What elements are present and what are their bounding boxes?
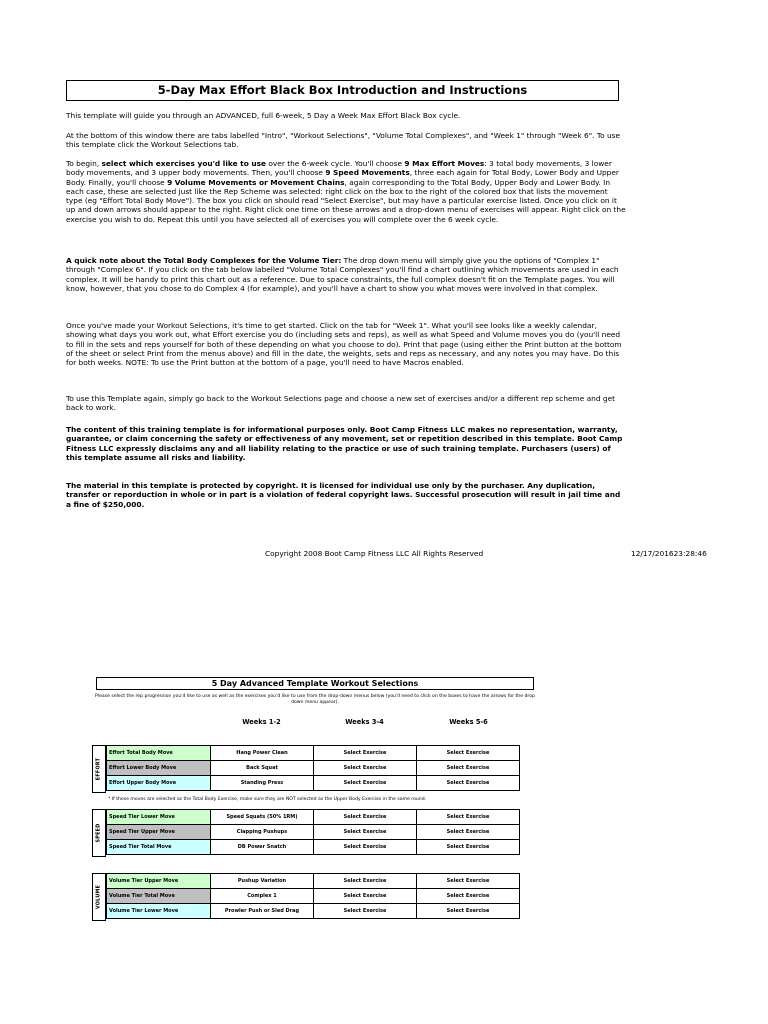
table-row <box>107 825 520 840</box>
exercise-select[interactable]: Select Exercise <box>314 810 417 825</box>
intro-paragraph-5: Once you've made your Workout Selections, it's time to get started. Click on the tab for "Week 1". What you'll see looks like a weekly calendar, showing what days you work out, what Effort exercise you do (including sets and reps), as well as what Speed and Volume moves you do (you'll need to fill in the sets and reps yourself for both of these depending on what you choose to do). Print that page (using either the Print button at the bottom of the sheet or select Print from the menus above) and fill in the date, the weights, sets and reps as necessary, and any notes you may have. Do this for both weeks. NOTE: To use the Print button at the bottom of a page, you'll need to have Macros enabled. <box>66 321 622 368</box>
table-row <box>107 904 520 919</box>
volume-table <box>106 873 520 919</box>
speed-table <box>106 809 520 855</box>
table-row <box>107 889 520 904</box>
row-label: Effort Upper Body Move <box>107 776 211 791</box>
table-row <box>107 810 520 825</box>
row-label: Speed Tier Lower Move <box>107 810 211 825</box>
exercise-select[interactable]: Pushup Variation <box>211 874 314 889</box>
exercise-select[interactable]: Select Exercise <box>314 776 417 791</box>
exercise-select[interactable]: Hang Power Clean <box>211 746 314 761</box>
intro-paragraph-6: To use this Template again, simply go back to the Workout Selections page and choose a new set of exercises and/or a different rep scheme and get back to work. <box>66 394 616 413</box>
exercise-select[interactable]: Select Exercise <box>417 840 520 855</box>
selections-title: 5 Day Advanced Template Workout Selections <box>96 677 534 690</box>
intro-paragraph-1: This template will guide you through an ADVANCED, full 6-week, 5 Day a Week Max Effort Black Box cycle. <box>66 111 461 120</box>
table-row <box>107 746 520 761</box>
exercise-select[interactable]: Select Exercise <box>314 904 417 919</box>
table-row <box>107 840 520 855</box>
volume-group <box>92 873 521 921</box>
column-header-weeks-5-6: Weeks 5-6 <box>449 718 488 726</box>
row-label: Effort Total Body Move <box>107 746 211 761</box>
exercise-select[interactable]: Select Exercise <box>417 810 520 825</box>
exercise-select[interactable]: Select Exercise <box>314 840 417 855</box>
exercise-select[interactable]: Select Exercise <box>314 825 417 840</box>
exercise-select[interactable]: Select Exercise <box>314 746 417 761</box>
effort-group <box>92 745 521 793</box>
speed-side-label: SPEED <box>92 809 106 857</box>
effort-table <box>106 745 520 791</box>
volume-side-label: VOLUME <box>92 873 106 921</box>
exercise-select[interactable]: Complex 1 <box>211 889 314 904</box>
exercise-select[interactable]: Clapping Pushups <box>211 825 314 840</box>
intro-title: 5-Day Max Effort Black Box Introduction and Instructions <box>66 80 619 101</box>
exercise-select[interactable]: Speed Squats (50% 1RM) <box>211 810 314 825</box>
exercise-select[interactable]: Standing Press <box>211 776 314 791</box>
table-row <box>107 776 520 791</box>
row-label: Effort Lower Body Move <box>107 761 211 776</box>
row-label: Volume Tier Lower Move <box>107 904 211 919</box>
speed-group <box>92 809 521 857</box>
selections-instructions: Please select the rep progression you'd like to use as well as the exercises you'd like to use from the drop-down menus below (you'll need to click on the boxes to have the arrows for the drop down menu appear). <box>95 694 535 705</box>
intro-paragraph-3: To begin, select which exercises you'd like to use over the 6-week cycle. You'll choose 9 Max Effort Moves: 3 total body movements, 3 lower body movements, and 3 upper body movements. Then, you'll choose 9 Speed Movements, three each again for Total Body, Lower Body and Upper Body. Finally, you'll choose 9 Volume Movements or Movement Chains, again corresponding to the Total Body, Upper Body and Lower Body. In each case, these are selected just like the Rep Scheme was selected: right click on the box to the right of the colored box that lists the movement type (eg "Effort Total Body Move"). The box you click on should read "Select Exercise", but may have a particular exercise listed. Once you click on it up and down arrows should appear to the right. Right click one time on these arrows and a drop-down menu of exercises will appear. Right click on the exercise you wish to do. Repeat this until you have selected all of exercises you will complete over the 6 week cycle. <box>66 159 626 224</box>
exercise-select[interactable]: Select Exercise <box>417 874 520 889</box>
row-label: Speed Tier Upper Move <box>107 825 211 840</box>
exercise-select[interactable]: Select Exercise <box>417 776 520 791</box>
copyright-line: Copyright 2008 Boot Camp Fitness LLC All Rights Reserved <box>265 549 484 558</box>
table-row <box>107 874 520 889</box>
exercise-select[interactable]: Select Exercise <box>417 825 520 840</box>
timestamp: 12/17/201623:28:46 <box>631 549 707 558</box>
intro-paragraph-2: At the bottom of this window there are tabs labelled "Intro", "Workout Selections", "Volume Total Complexes", and "Week 1" through "Week 6". To use this template click the Workout Selections tab. <box>66 131 621 150</box>
exercise-select[interactable]: Select Exercise <box>314 889 417 904</box>
effort-side-label: EFFORT <box>92 745 106 793</box>
exercise-select[interactable]: Select Exercise <box>417 761 520 776</box>
column-header-weeks-3-4: Weeks 3-4 <box>345 718 384 726</box>
selections-footnote: * If these moves are selected as the Total Body Exercise, make sure they are NOT selected as the Upper Body Exercise in the same round. <box>108 797 427 802</box>
table-row <box>107 761 520 776</box>
exercise-select[interactable]: Select Exercise <box>314 874 417 889</box>
exercise-select[interactable]: DB Power Snatch <box>211 840 314 855</box>
column-header-weeks-1-2: Weeks 1-2 <box>242 718 281 726</box>
exercise-select[interactable]: Prowler Push or Sled Drag <box>211 904 314 919</box>
row-label: Volume Tier Total Move <box>107 889 211 904</box>
exercise-select[interactable]: Select Exercise <box>417 746 520 761</box>
exercise-select[interactable]: Select Exercise <box>314 761 417 776</box>
exercise-select[interactable]: Select Exercise <box>417 889 520 904</box>
copyright-notice-paragraph: The material in this template is protected by copyright. It is licensed for individual use only by the purchaser. Any duplication, transfer or reporduction in whole or in part is a violation of federal copyright laws. Successful prosecution will result in jail time and a fine of $250,000. <box>66 481 621 509</box>
intro-paragraph-4: A quick note about the Total Body Complexes for the Volume Tier: The drop down menu will simply give you the options of "Complex 1" through "Complex 6". If you click on the tab below labelled "Volume Total Complexes" you'll find a chart outlining which movements are used in each complex. It will be handy to print this chart out as a reference. Due to space constraints, the full complex doesn't fit on the Template pages. You will know, however, that you chose to do Complex 4 (for example), and you'll have a chart to show you what moves were involved in that complex. <box>66 256 619 293</box>
exercise-select[interactable]: Select Exercise <box>417 904 520 919</box>
disclaimer-paragraph: The content of this training template is for informational purposes only. Boot Camp Fitness LLC makes no representation, warranty, guarantee, or claim concerning the safety or effectiveness of any movement, set or repetition described in this template. Boot Camp Fitness LLC expressly disclaims any and all liability relating to the practice or use of such training template. Purchasers (users) of this template assume all risks and liability. <box>66 425 623 462</box>
row-label: Speed Tier Total Move <box>107 840 211 855</box>
exercise-select[interactable]: Back Squat <box>211 761 314 776</box>
row-label: Volume Tier Upper Move <box>107 874 211 889</box>
